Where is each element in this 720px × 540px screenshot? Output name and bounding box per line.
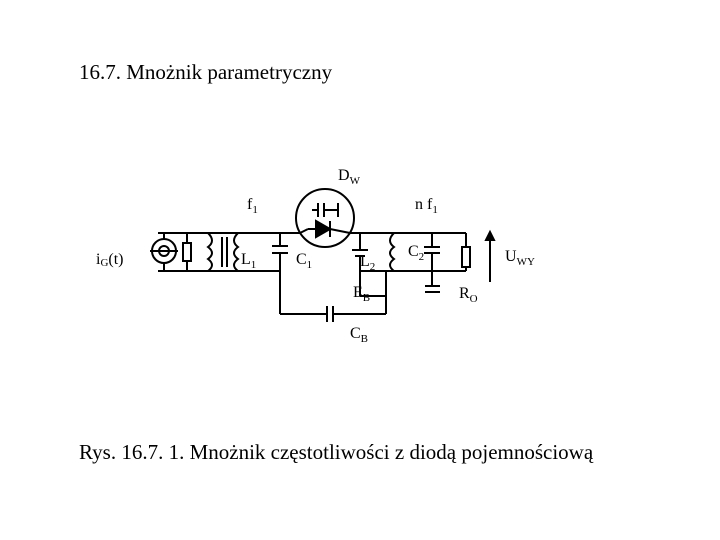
input-resistor-symbol (183, 233, 191, 271)
label-l1: $L_1$ (241, 251, 257, 271)
label-uwy: $U_{WY}$ (505, 248, 535, 268)
current-source-symbol (150, 233, 178, 271)
label-ig: iG(t) (96, 251, 124, 269)
ro-resistor-symbol (462, 233, 470, 271)
output-voltage-arrow (486, 232, 494, 282)
figure-caption: Rys. 16.7. 1. Mnożnik częstotliwości z diodą pojemnościową (79, 440, 594, 464)
varactor-diode-symbol (296, 189, 354, 247)
label-eb: $E_B$ (353, 284, 371, 304)
label-ro: $R_O$ (459, 285, 478, 305)
l2-coil-symbol (390, 233, 394, 271)
c2-capacitor-symbol (424, 233, 440, 292)
label-nf1: n $f_1$ (415, 196, 438, 216)
label-dw: $D_W$ (338, 167, 360, 187)
label-l2: $L_2$ (360, 253, 376, 273)
input-coupling-transformer (208, 233, 238, 271)
label-f1: $f_1$ (247, 196, 258, 216)
label-cb: $C_B$ (350, 325, 369, 345)
label-c1: $C_1$ (296, 251, 313, 271)
label-c2: $C_2$ (408, 243, 425, 263)
page-title: 16.7. Mnożnik parametryczny (79, 60, 333, 84)
